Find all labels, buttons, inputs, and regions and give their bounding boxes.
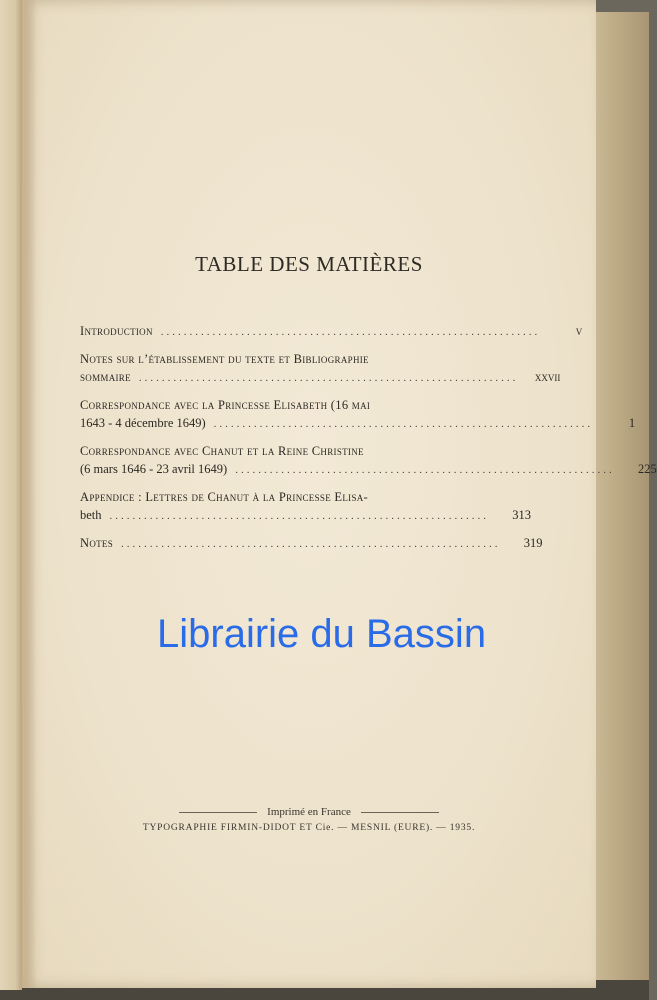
toc-label-line1: Correspondance avec la Princesse Elisabeth (16 mai: [80, 398, 371, 412]
toc-label-line2: (6 mars 1646 - 23 avril 1649): [80, 462, 228, 476]
table-of-contents: [80, 322, 657, 562]
leader-dots: ..................................................................: [235, 464, 615, 476]
page-title: TABLE DES MATIÈRES: [195, 252, 423, 276]
left-page-edge: [0, 0, 22, 990]
leader-dots: ..................................................................: [138, 372, 519, 384]
toc-entry-notes: [80, 534, 543, 553]
toc-label: Notes: [80, 536, 114, 550]
toc-entry-correspondance-elisabeth: [80, 396, 636, 433]
imprime-line: [22, 806, 596, 818]
toc-entry-introduction: [80, 322, 583, 341]
leader-dots: ..................................................................: [160, 326, 541, 338]
leader-dots: ..................................................................: [213, 418, 594, 430]
toc-label-line1: Appendice : Lettres de Chanut à la Princesse Elisa-: [80, 490, 369, 504]
book-page: [22, 0, 657, 988]
rule-left: [179, 812, 257, 813]
toc-entry-correspondance-chanut: [80, 442, 657, 479]
leader-dots: ..................................................................: [109, 510, 490, 522]
toc-entry-notes-sur: [80, 350, 561, 387]
toc-page-number: 225: [637, 462, 657, 476]
page-gutter: [22, 0, 36, 988]
toc-label-line1: Notes sur l’établissement du texte et Bibliographie: [80, 352, 369, 366]
watermark-text: Librairie du Bassin: [157, 612, 487, 656]
toc-label: Introduction: [80, 324, 153, 338]
toc-page-number: 319: [523, 536, 543, 550]
leader-dots: ..................................................................: [121, 538, 501, 550]
rule-right: [361, 812, 439, 813]
typographie-text: TYPOGRAPHIE FIRMIN-DIDOT ET Cie. — MESNIL (EURE). — 1935.: [142, 823, 476, 833]
toc-page-number: v: [575, 324, 583, 338]
printer-colophon: [22, 806, 596, 833]
toc-entry-appendice: [80, 488, 532, 525]
toc-label-line1: Correspondance avec Chanut et la Reine Christine: [80, 444, 364, 458]
toc-label-line2: beth: [80, 508, 102, 522]
book-board: [590, 12, 649, 1000]
toc-page-number: 313: [512, 508, 532, 522]
toc-label-line2: sommaire: [80, 370, 131, 384]
toc-label-line2: 1643 - 4 décembre 1649): [80, 416, 206, 430]
toc-page-number: xxvii: [534, 370, 561, 384]
toc-page-number: 1: [628, 416, 636, 430]
imprime-text: Imprimé en France: [267, 806, 351, 818]
